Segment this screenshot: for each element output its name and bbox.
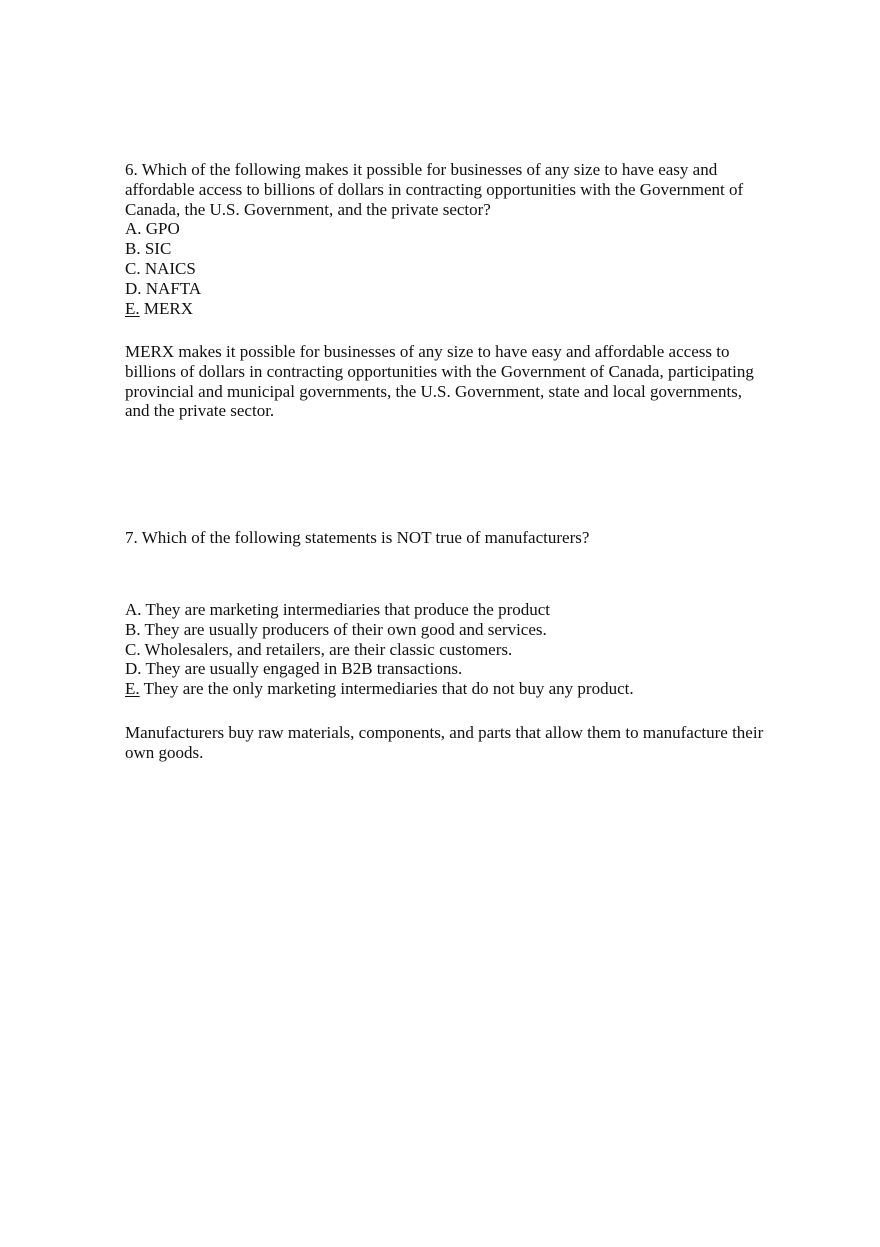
question-7-stem: 7. Which of the following statements is NOT true of manufacturers? bbox=[125, 528, 590, 547]
question-7-option-b bbox=[125, 620, 785, 640]
question-7-options bbox=[125, 600, 785, 699]
explanation-line: billions of dollars in contracting opportunities with the Government of Canada, participating bbox=[125, 361, 754, 381]
option-text: Wholesalers, and retailers, are their classic customers. bbox=[140, 639, 513, 659]
option-text: MERX bbox=[139, 298, 194, 318]
option-text: They are usually producers of their own good and services. bbox=[140, 619, 547, 639]
option-letter: B. bbox=[125, 239, 141, 259]
option-letter: D. bbox=[125, 659, 142, 679]
option-letter: C. bbox=[125, 258, 141, 278]
option-text: NAFTA bbox=[141, 278, 202, 298]
question-6-option-b bbox=[125, 239, 785, 259]
question-6-stem-line-3: Canada, the U.S. Government, and the private sector? bbox=[125, 199, 491, 219]
option-text: They are usually engaged in B2B transactions. bbox=[141, 659, 463, 679]
question-6-stem-line-2: affordable access to billions of dollars in contracting opportunities with the Government of bbox=[125, 179, 744, 199]
question-7-option-e bbox=[125, 679, 785, 699]
question-7-option-d bbox=[125, 659, 785, 679]
explanation-line: own goods. bbox=[125, 742, 204, 762]
option-text: They are the only marketing intermediaries that do not buy any product. bbox=[139, 679, 634, 699]
option-text: NAICS bbox=[140, 258, 196, 278]
option-text: GPO bbox=[141, 219, 180, 239]
question-6-option-e bbox=[125, 299, 785, 319]
question-6-option-a bbox=[125, 219, 785, 239]
question-7-option-a bbox=[125, 600, 785, 620]
option-text: SIC bbox=[140, 239, 172, 259]
explanation-line: Manufacturers buy raw materials, components, and parts that allow them to manufacture their bbox=[125, 723, 764, 742]
explanation-line: and the private sector. bbox=[125, 401, 275, 421]
question-7-option-c bbox=[125, 640, 785, 660]
correct-option-letter: E. bbox=[125, 679, 140, 699]
correct-option-letter: E. bbox=[125, 298, 140, 318]
question-6-explanation bbox=[125, 342, 785, 421]
explanation-line: MERX makes it possible for businesses of any size to have easy and affordable access to bbox=[125, 342, 730, 361]
option-letter: A. bbox=[125, 600, 142, 619]
option-letter: A. bbox=[125, 219, 142, 239]
question-6-option-c bbox=[125, 259, 785, 279]
option-letter: C. bbox=[125, 639, 141, 659]
question-6-stem-line-1: 6. Which of the following makes it possible for businesses of any size to have easy and bbox=[125, 160, 718, 179]
question-7-explanation bbox=[125, 723, 785, 763]
question-6 bbox=[125, 160, 785, 318]
explanation-line: provincial and municipal governments, the U.S. Government, state and local governments, bbox=[125, 381, 743, 401]
question-6-option-d bbox=[125, 279, 785, 299]
option-letter: B. bbox=[125, 619, 141, 639]
option-letter: D. bbox=[125, 278, 142, 298]
option-text: They are marketing intermediaries that produce the product bbox=[141, 600, 551, 619]
question-7 bbox=[125, 528, 785, 548]
